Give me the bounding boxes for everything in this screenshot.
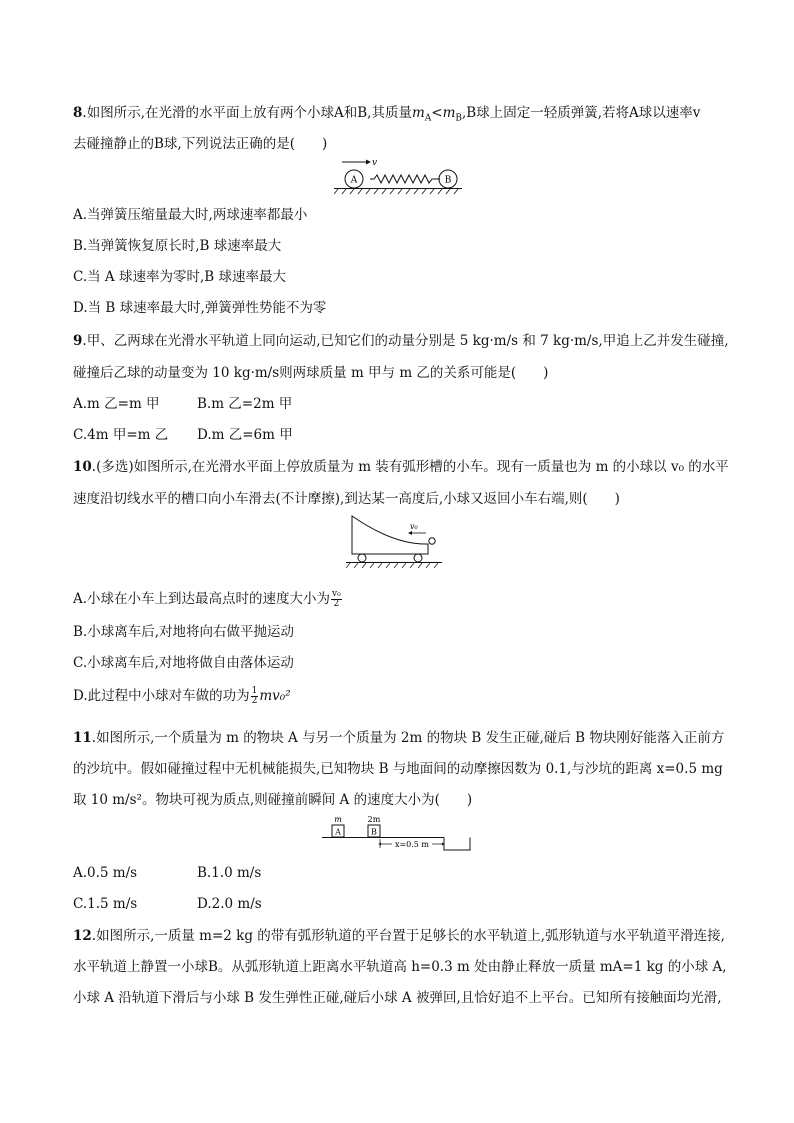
q11-mass-a: m	[334, 815, 342, 824]
q9-option-b: B.m 乙=2m 甲	[197, 396, 293, 412]
q8-ball-a-label: A	[350, 175, 358, 186]
q8-number: 8	[73, 105, 83, 121]
q11-option-a: A.0.5 m/s	[73, 865, 138, 881]
q12-line3: 小球 A 沿轨道下滑后与小球 B 发生弹性正碰,碰后小球 A 被弹回,且恰好追不上平台。已知所有接触面均光滑,	[73, 990, 722, 1006]
q11-figure	[320, 812, 480, 854]
q11-block-b-label: B	[371, 827, 377, 837]
q11-number: 11	[73, 730, 92, 746]
q9-line1: 9.甲、乙两球在光滑水平轨道上同向运动,已知它们的动量分别是 5 kg·m/s 和 7 kg·m/s,甲追上乙并发生碰撞,	[73, 333, 729, 349]
q10-option-d: D.此过程中小球对车做的功为 $\frac{1}{2}$ mv₀²	[73, 686, 291, 706]
q10-option-b: B.小球离车后,对地将向右做平抛运动	[73, 624, 295, 640]
q9-line2: 碰撞后乙球的动量变为 10 kg·m/s则两球质量 m 甲与 m 乙的关系可能是( )	[73, 365, 549, 381]
q10-option-c: C.小球离车后,对地将做自由落体运动	[73, 655, 294, 671]
q9-number: 9	[73, 333, 83, 349]
q8-arrow-label: v	[372, 158, 378, 168]
q10-line1: 10.(多选)如图所示,在光滑水平面上停放质量为 m 装有弧形槽的小车。现有一质量也为 m 的小球以 v₀ 的水平	[73, 459, 729, 475]
q11-line3: 取 10 m/s²。物块可视为质点,则碰撞前瞬间 A 的速度大小为( )	[73, 792, 473, 808]
q12-line2: 水平轨道上静置一小球B。从弧形轨道上距离水平轨道高 h=0.3 m 处由静止释放一质量 mA=1 kg 的小球 A,	[73, 959, 727, 975]
q10-velocity-label: v₀	[410, 522, 418, 531]
q9-option-a: A.m 乙=m 甲	[73, 396, 160, 412]
q8-option-b: B.当弹簧恢复原长时,B 球速率最大	[73, 238, 282, 254]
q10-option-a: A.小球在小车上到达最高点时的速度大小为 $\frac{\text{v₀}}{2}$	[73, 589, 341, 609]
q8-option-d: D.当 B 球速率最大时,弹簧弹性势能不为零	[73, 300, 327, 316]
q11-line1: 11.如图所示,一个质量为 m 的物块 A 与另一个质量为 2m 的物块 B 发生正碰,碰后 B 物块刚好能落入正前方	[73, 730, 725, 746]
q11-line2: 的沙坑中。假如碰撞过程中无机械能损失,已知物块 B 与地面间的动摩擦因数为 0.1,与沙坑的距离 x=0.5 mg	[73, 761, 723, 777]
q11-distance-label: x=0.5 m	[394, 840, 430, 849]
q11-diagram	[320, 812, 480, 854]
q8-option-c: C.当 A 球速率为零时,B 球速率最大	[73, 269, 286, 285]
q10-number: 10	[73, 459, 92, 475]
q8-figure	[334, 156, 474, 198]
q8-diagram	[334, 156, 474, 198]
q12-line1: 12.如图所示,一质量 m=2 kg 的带有弧形轨道的平台置于足够长的水平轨道上,弧形轨道与水平轨道平滑连接,	[73, 928, 725, 944]
q8-line1: 8.如图所示,在光滑的水平面上放有两个小球A和B,其质量$m_A<m_B,B$球上固定一轻质弹簧,若将A球以速率v	[73, 105, 701, 124]
q10-diagram	[346, 514, 446, 570]
q8-line2: 去碰撞静止的B球,下列说法正确的是( )	[73, 136, 328, 152]
q10-line2: 速度沿切线水平的槽口向小车滑去(不计摩擦),到达某一高度后,小球又返回小车右端,则( )	[73, 491, 620, 507]
q9-option-c: C.4m 甲=m 乙	[73, 427, 169, 443]
q12-number: 12	[73, 928, 92, 944]
q11-mass-b: 2m	[367, 815, 381, 824]
q8-option-a: A.当弹簧压缩量最大时,两球速率都最小	[73, 207, 308, 223]
q10-option-a-fraction: $\frac{\text{v₀}}{2}$	[332, 589, 341, 609]
q8-ball-b-label: B	[444, 175, 452, 186]
q11-block-a-label: A	[335, 827, 341, 837]
q11-option-c: C.1.5 m/s	[73, 896, 138, 912]
q11-option-b: B.1.0 m/s	[197, 865, 262, 881]
q11-option-d: D.2.0 m/s	[197, 896, 262, 912]
q9-option-d: D.m 乙=6m 甲	[197, 427, 293, 443]
q10-option-d-fraction: $\frac{1}{2}$	[251, 686, 258, 706]
q10-figure	[346, 514, 446, 570]
